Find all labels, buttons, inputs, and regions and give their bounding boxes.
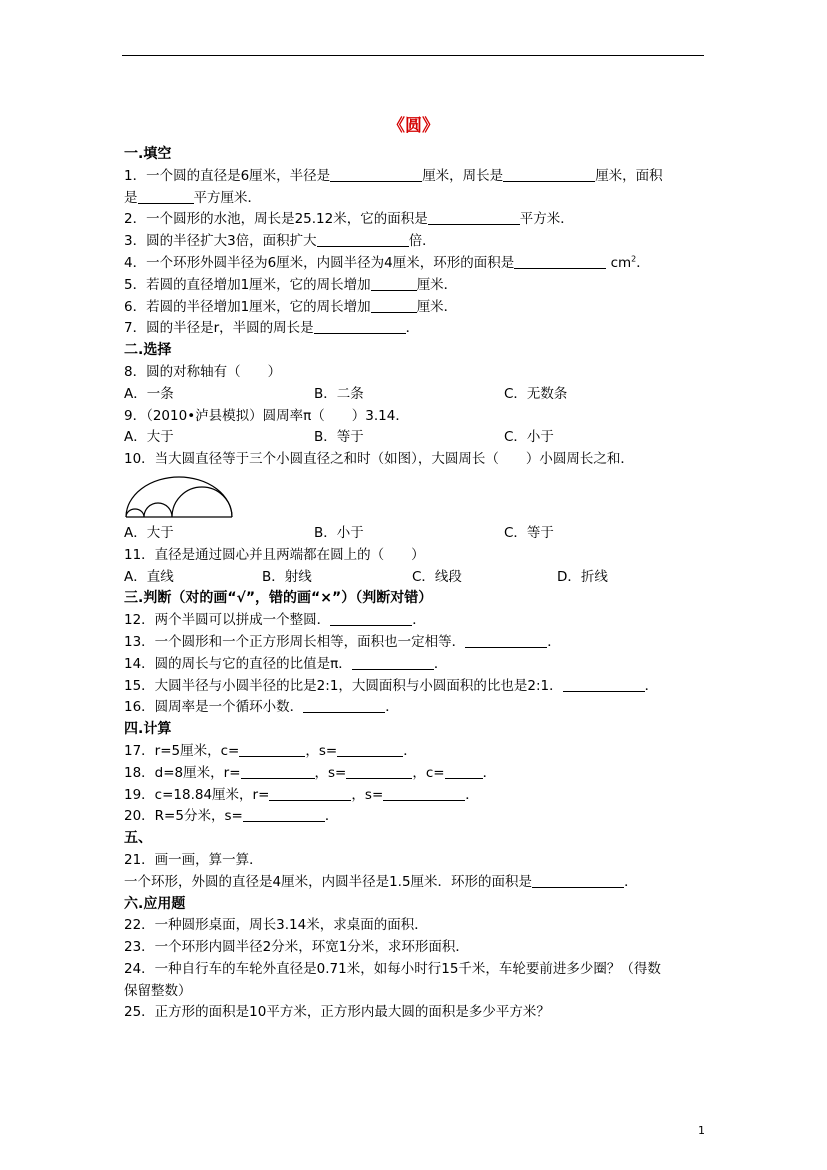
semicircle-diagram [124, 471, 234, 521]
question-4: 4．一个环形外圆半径为6厘米，内圆半径为4厘米，环形的面积是 $cm^2$． [124, 254, 650, 271]
option-c[interactable]: C．无数条 [504, 385, 568, 402]
section-heading-five: 五、 [124, 830, 152, 847]
option-a[interactable]: A．直线 [124, 568, 174, 585]
question-3: 3．圆的半径扩大3倍，面积扩大 倍． [124, 233, 436, 250]
answer-blank[interactable] [314, 319, 406, 334]
answer-blank[interactable] [445, 764, 483, 779]
question-12: 12．两个半圆可以拼成一个整圆． ． [124, 612, 426, 629]
question-21-body: 一个环形，外圆的直径是4厘米，内圆半径是1.5厘米．环形的面积是 ． [124, 873, 638, 890]
answer-blank[interactable] [317, 232, 409, 247]
answer-blank[interactable] [383, 786, 465, 801]
answer-blank[interactable] [371, 276, 417, 291]
question-2: 2．一个圆形的水池，周长是25.12米，它的面积是 平方米． [124, 211, 574, 228]
question-24: 24．一种自行车的车轮外直径是0.71米，如每小时行15千米，车轮要前进多少圈？（得数 [124, 960, 661, 977]
answer-blank[interactable] [138, 189, 194, 204]
answer-blank[interactable] [371, 298, 417, 313]
question-24-cont: 保留整数） [124, 982, 192, 999]
question-7: 7．圆的半径是r，半圆的周长是 ． [124, 320, 420, 337]
question-17: 17．r=5厘米，c= ，s= ． [124, 742, 417, 759]
option-a[interactable]: A．一条 [124, 385, 174, 402]
answer-blank[interactable] [563, 677, 645, 692]
answer-blank[interactable] [503, 167, 595, 182]
section-heading-true-false: 三.判断（对的画“√”，错的画“×”）（判断对错） [124, 590, 433, 607]
question-23: 23．一个环形内圆半径2分米，环宽1分米，求环形面积． [124, 939, 469, 956]
option-a[interactable]: A．大于 [124, 524, 174, 541]
answer-blank[interactable] [352, 655, 434, 670]
question-10-options [124, 523, 714, 545]
answer-blank[interactable] [465, 633, 547, 648]
question-1: 1．一个圆的直径是6厘米，半径是 厘米，周长是 厘米，面积 [124, 167, 663, 184]
question-16: 16．圆周率是一个循环小数． ． [124, 699, 399, 716]
question-13: 13．一个圆形和一个正方形周长相等，面积也一定相等． ． [124, 633, 561, 650]
question-11-options [124, 567, 714, 589]
option-b[interactable]: B．小于 [314, 524, 364, 541]
section-heading-fill-blank: 一.填空 [124, 146, 172, 162]
answer-blank[interactable] [532, 873, 624, 888]
question-8: 8．圆的对称轴有（ ） [124, 363, 282, 380]
page-number: 1 [698, 1124, 705, 1137]
answer-blank[interactable] [514, 254, 606, 269]
header-rule [122, 55, 704, 56]
question-18: 18．d=8厘米，r= ，s= ，c= ． [124, 764, 497, 781]
answer-blank[interactable] [330, 167, 422, 182]
answer-blank[interactable] [346, 764, 412, 779]
question-20: 20．R=5分米，s= ． [124, 808, 339, 825]
answer-blank[interactable] [330, 611, 412, 626]
question-1-cont: 是 平方厘米． [124, 189, 261, 206]
section-heading-calculation: 四.计算 [124, 721, 172, 738]
answer-blank[interactable] [243, 807, 325, 822]
answer-blank[interactable] [239, 742, 305, 757]
question-14: 14．圆的周长与它的直径的比值是π． ． [124, 655, 448, 672]
option-a[interactable]: A．大于 [124, 429, 174, 446]
option-b[interactable]: B．射线 [262, 568, 312, 585]
answer-blank[interactable] [241, 764, 315, 779]
page-title: 《圆》 [388, 116, 439, 136]
answer-blank[interactable] [337, 742, 403, 757]
answer-blank[interactable] [269, 786, 351, 801]
answer-blank[interactable] [303, 698, 385, 713]
circles-figure [124, 471, 714, 523]
section-heading-choice: 二.选择 [124, 342, 172, 359]
question-21: 21．画一画，算一算． [124, 851, 263, 868]
question-10: 10．当大圆直径等于三个小圆直径之和时（如图），大圆周长（ ）小圆周长之和． [124, 451, 634, 468]
question-8-options [124, 384, 714, 406]
question-22: 22．一种圆形桌面，周长3.14米，求桌面的面积． [124, 917, 428, 934]
question-11: 11．直径是通过圆心并且两端都在圆上的（ ） [124, 546, 425, 563]
question-15: 15．大圆半径与小圆半径的比是2:1，大圆面积与小圆面积的比也是2:1． ． [124, 677, 659, 694]
option-c[interactable]: C．线段 [412, 568, 462, 585]
option-d[interactable]: D．折线 [557, 568, 608, 585]
question-6: 6．若圆的半径增加1厘米，它的周长增加 厘米． [124, 298, 458, 315]
option-b[interactable]: B．等于 [314, 429, 364, 446]
worksheet-body [124, 144, 714, 1024]
question-5: 5．若圆的直径增加1厘米，它的周长增加 厘米． [124, 276, 458, 293]
question-9-options [124, 427, 714, 449]
question-25: 25．正方形的面积是10平方米，正方形内最大圆的面积是多少平方米？ [124, 1004, 550, 1021]
question-19: 19．c=18.84厘米，r= ，s= ． [124, 786, 479, 803]
question-9: 9．（2010•泸县模拟）圆周率π（ ）3.14． [124, 407, 409, 424]
section-heading-application: 六.应用题 [124, 895, 186, 912]
option-c[interactable]: C．小于 [504, 429, 554, 446]
option-c[interactable]: C．等于 [504, 524, 554, 541]
option-b[interactable]: B．二条 [314, 385, 364, 402]
answer-blank[interactable] [428, 210, 520, 225]
